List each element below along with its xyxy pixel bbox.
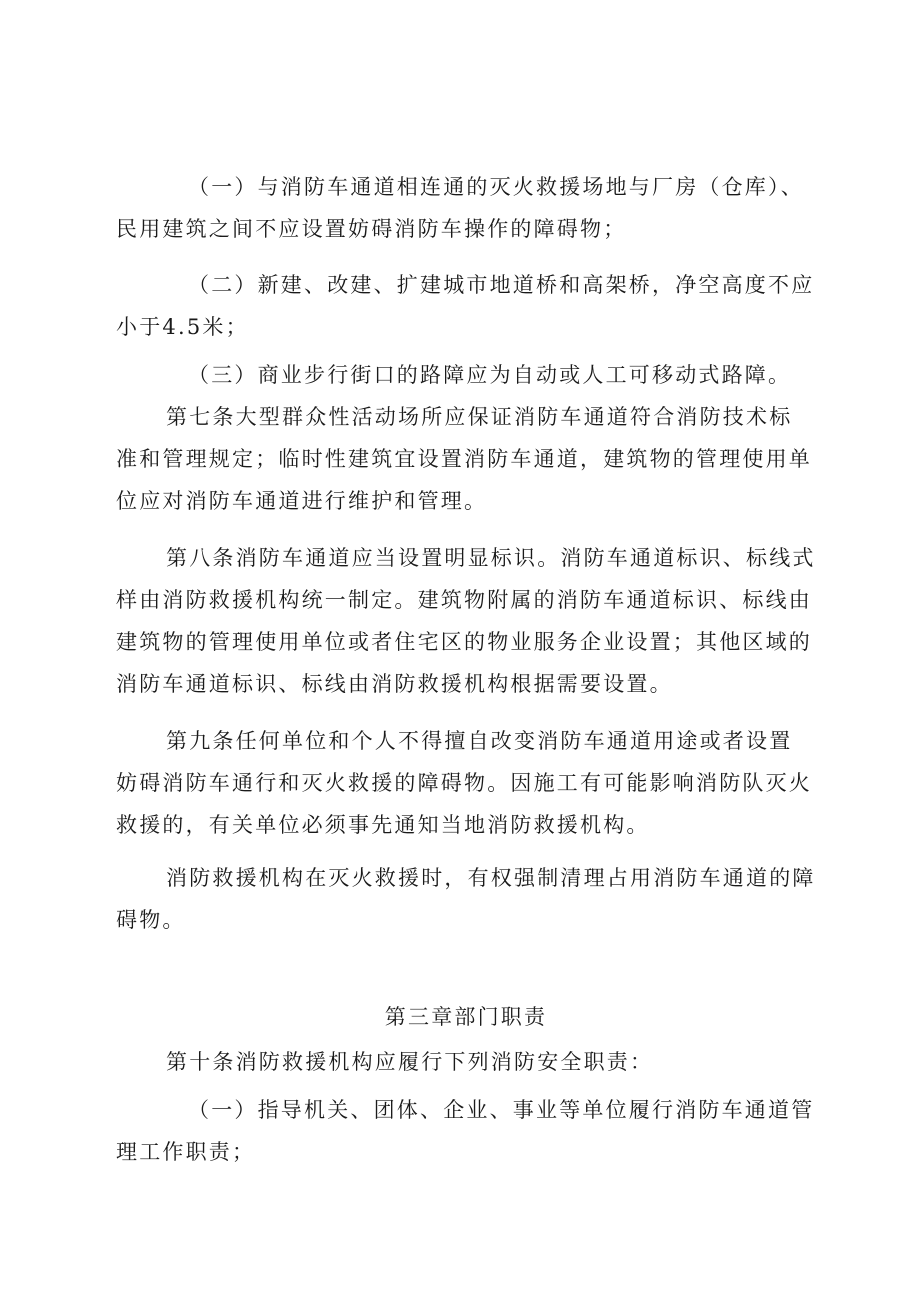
paragraph-line: 建筑物的管理使用单位或者住宅区的物业服务企业设置；其他区域的 (116, 630, 812, 654)
paragraph-line: 第七条大型群众性活动场所应保证消防车通道符合消防技术标 (166, 405, 793, 429)
paragraph-line: （一）与消防车通道相连通的灭火救援场地与厂房（仓库）、 (188, 175, 804, 199)
paragraph-item-3 (116, 354, 816, 396)
paragraph-line: 民用建筑之间不应设置妨碍消防车操作的障碍物； (116, 217, 627, 241)
paragraph-line: 样由消防救援机构统一制定。建筑物附属的消防车通道标识、标线由 (116, 588, 812, 612)
paragraph-line: （二）新建、改建、扩建城市地道桥和高架桥，净空高度不应 (188, 273, 815, 297)
paragraph-item-1 (116, 166, 816, 250)
paragraph-line: 第九条任何单位和个人不得擅自改变消防车通道用途或者设置 (166, 729, 793, 753)
paragraph-line: 救援的，有关单位必须事先通知当地消防救援机构。 (116, 813, 650, 837)
paragraph-line: 位应对消防车通道进行维护和管理。 (116, 489, 488, 513)
paragraph-line: 碍物。 (116, 908, 186, 932)
paragraph-line: 妨碍消防车通行和灭火救援的障碍物。因施工有可能影响消防队灭火 (116, 771, 812, 795)
paragraph-line: 消防救援机构在灭火救援时，有权强制清理占用消防车通道的障 (166, 866, 816, 890)
paragraph-line: （三）商业步行街口的路障应为自动或人工可移动式路障。 (188, 363, 792, 387)
paragraph-item-2 (116, 264, 816, 348)
paragraph-line: 理工作职责； (116, 1140, 256, 1164)
chapter-title: 第三章部门职责 (384, 1005, 548, 1029)
article-7 (116, 396, 816, 522)
paragraph-line: 第十条消防救援机构应履行下列消防安全职责： (166, 1050, 654, 1074)
article-10-item-1 (116, 1089, 816, 1173)
article-9 (116, 720, 816, 846)
paragraph-line: （一）指导机关、团体、企业、事业等单位履行消防车通道管 (188, 1098, 815, 1122)
paragraph-line: 小于4.5米； (116, 315, 249, 339)
article-8 (116, 537, 816, 705)
chapter-heading (116, 996, 816, 1038)
article-9-paragraph-2 (116, 857, 816, 941)
article-10 (116, 1041, 816, 1083)
paragraph-line: 准和管理规定；临时性建筑宜设置消防车通道，建筑物的管理使用单 (116, 447, 812, 471)
paragraph-line: 第八条消防车通道应当设置明显标识。消防车通道标识、标线式 (166, 546, 816, 570)
paragraph-line: 消防车通道标识、标线由消防救援机构根据需要设置。 (116, 672, 673, 696)
